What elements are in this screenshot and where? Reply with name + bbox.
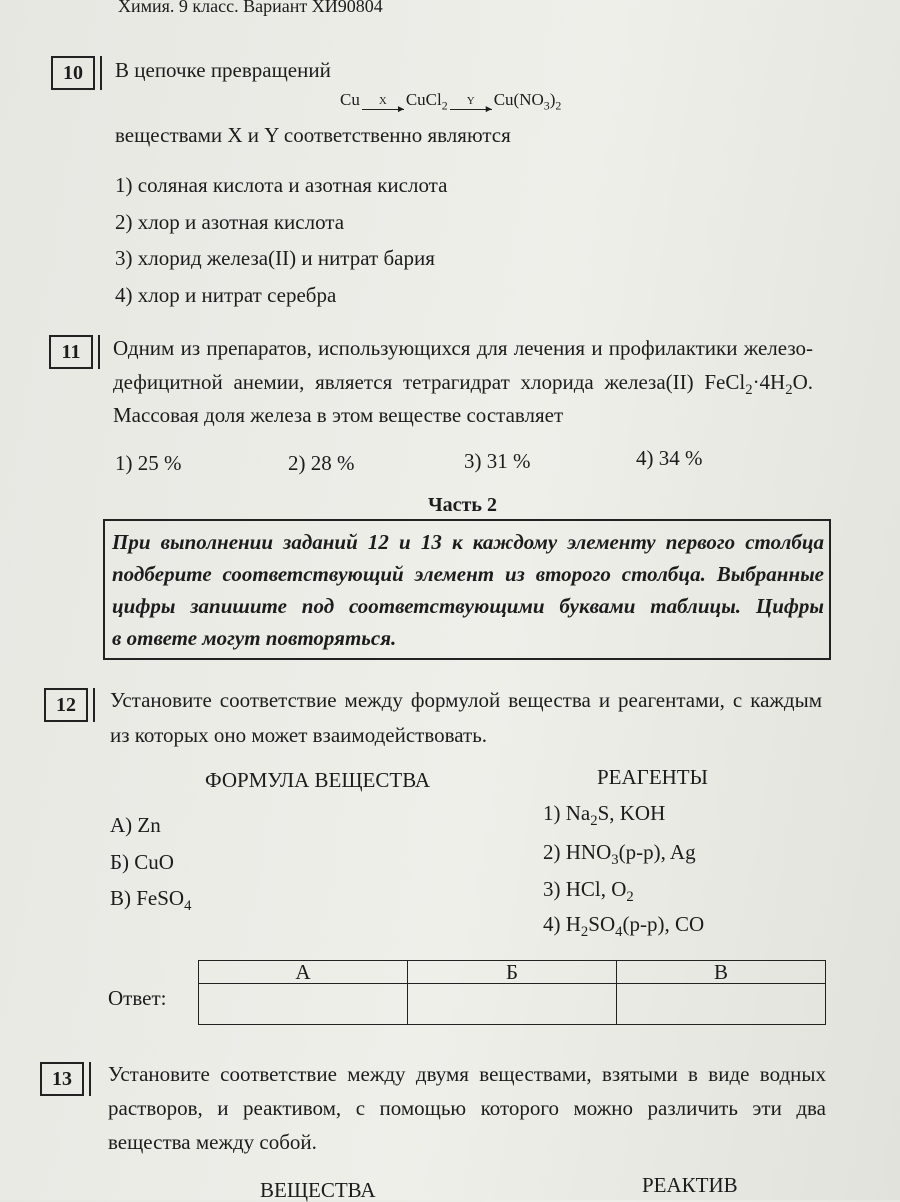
q12-right-item-4-c: (р-р), CO xyxy=(622,912,705,936)
q12-right-item-4-sub1: 2 xyxy=(580,924,589,941)
q11-option-1: 1) 25 % xyxy=(115,451,182,475)
q11-option-3: 3) 31 % xyxy=(464,449,531,473)
part2-title: Часть 2 xyxy=(428,494,497,516)
q12-right-item-2-sub: 3 xyxy=(611,852,619,869)
reaction-middle-sub: 2 xyxy=(441,98,448,113)
instructions-line-3: цифры запишите под соответствующими буквами таблицы. Цифры xyxy=(112,594,824,618)
answer-cell-a[interactable] xyxy=(199,984,408,1025)
reaction-end-sub2: 2 xyxy=(555,98,562,113)
q10-option-3: 3) хлорид железа(II) и нитрат бария xyxy=(115,246,435,270)
q11-line-2-end: O. xyxy=(792,370,813,394)
arrow-x-label: X xyxy=(378,95,387,108)
q12-right-header: РЕАГЕНТЫ xyxy=(597,765,708,789)
q12-right-item-4-b: SO xyxy=(588,912,616,936)
answer-table-input-row xyxy=(199,984,826,1025)
q12-right-item-1-sub: 2 xyxy=(590,813,598,830)
arrow-y-label: Y xyxy=(466,95,475,108)
question-number-10: 10 xyxy=(51,56,95,90)
q12-right-item-2-b: (р-р), Ag xyxy=(618,840,696,864)
q12-right-item-4-a: 4) H xyxy=(543,912,581,936)
answer-cell-c[interactable] xyxy=(617,984,826,1025)
answer-col-a-header: А xyxy=(199,961,408,984)
q11-line-2-sub2: 2 xyxy=(785,382,793,399)
q11-line-2-sub: 2 xyxy=(745,382,753,399)
instructions-line-2: подберите соответствующий элемент из второго столбца. Выбранные xyxy=(112,562,824,586)
q12-right-item-3 xyxy=(543,879,634,905)
q12-right-item-3-a: 3) HCl, O xyxy=(543,877,627,901)
answer-col-b-header: Б xyxy=(408,961,617,984)
q12-left-item-b-label: Б) CuO xyxy=(110,850,174,874)
question-number-11: 11 xyxy=(49,335,93,369)
q12-right-item-1 xyxy=(543,803,665,829)
q12-right-item-3-sub: 2 xyxy=(626,889,634,906)
q13-right-header: РЕАКТИВ xyxy=(642,1173,738,1197)
answer-table-header-row xyxy=(199,961,826,984)
q12-left-item-c-label: В) FeSO xyxy=(110,886,185,910)
q12-right-item-2-a: 2) HNO xyxy=(543,840,612,864)
q12-left-item-a-label: А) Zn xyxy=(110,813,161,837)
q10-option-2: 2) хлор и азотная кислота xyxy=(115,210,345,234)
q13-left-header: ВЕЩЕСТВА xyxy=(260,1178,376,1202)
reaction-start: Cu xyxy=(340,90,360,109)
q12-line-1: Установите соответствие между формулой вещества и реагентами, с каждым xyxy=(110,688,822,712)
q12-left-item-c-sub: 4 xyxy=(184,898,192,915)
question-number-12: 12 xyxy=(44,688,88,722)
answer-label: Ответ: xyxy=(108,986,167,1010)
q11-option-4: 4) 34 % xyxy=(636,446,703,470)
q10-intro: В цепочке превращений xyxy=(115,58,331,82)
q13-line-1: Установите соответствие между двумя веществами, взятыми в виде водных xyxy=(108,1062,826,1086)
q11-line-3: Массовая доля железа в этом веществе составляет xyxy=(113,403,564,427)
q12-right-item-4 xyxy=(543,914,704,940)
q12-right-item-1-b: S, KOH xyxy=(597,801,666,825)
q11-line-1: Одним из препаратов, использующихся для лечения и профилактики железо- xyxy=(113,336,813,360)
q10-question: веществами X и Y соответственно являются xyxy=(115,123,511,147)
q13-line-2: растворов, и реактивом, с помощью которого можно различить эти два xyxy=(108,1096,826,1120)
q12-right-item-4-sub2: 4 xyxy=(615,924,623,941)
answer-cell-b[interactable] xyxy=(408,984,617,1025)
instructions-line-1: При выполнении заданий 12 и 13 к каждому элементу первого столбца xyxy=(112,530,824,554)
page-header: Химия. 9 класс. Вариант ХИ90804 xyxy=(118,0,383,16)
q12-left-item-c xyxy=(110,888,191,914)
q12-line-2: из которых оно может взаимодействовать. xyxy=(110,723,488,747)
q10-reaction: Cu X ► CuCl$_2$ Y ► $Cu(NO_3)_2$ xyxy=(340,90,562,116)
q10-option-1: 1) соляная кислота и азотная кислота xyxy=(115,173,448,197)
reaction-end-sub1: 3 xyxy=(543,98,550,113)
q12-left-header: ФОРМУЛА ВЕЩЕСТВА xyxy=(205,768,431,792)
q11-line-2-mid: ·4H xyxy=(752,370,786,394)
q12-right-item-1-a: 1) Na xyxy=(543,801,591,825)
q10-option-4: 4) хлор и нитрат серебра xyxy=(115,283,337,307)
q12-right-item-2 xyxy=(543,842,696,868)
instructions-line-4: в ответе могут повторяться. xyxy=(112,626,397,650)
reaction-end: Cu(NO xyxy=(493,90,544,109)
question-number-13: 13 xyxy=(40,1062,84,1096)
q11-line-2-text: дефицитной анемии, является тетрагидрат хлорида железа(II) FeCl xyxy=(113,370,746,394)
q11-line-2 xyxy=(113,372,813,398)
answer-table xyxy=(198,960,826,1025)
q13-line-3: вещества между собой. xyxy=(108,1130,317,1154)
answer-col-c-header: В xyxy=(617,961,826,984)
reaction-middle: CuCl xyxy=(405,90,442,109)
q11-option-2: 2) 28 % xyxy=(288,451,355,475)
reaction-end-close: ) xyxy=(549,90,556,109)
q12-left-item-a xyxy=(110,815,161,836)
q12-left-item-b xyxy=(110,852,174,873)
